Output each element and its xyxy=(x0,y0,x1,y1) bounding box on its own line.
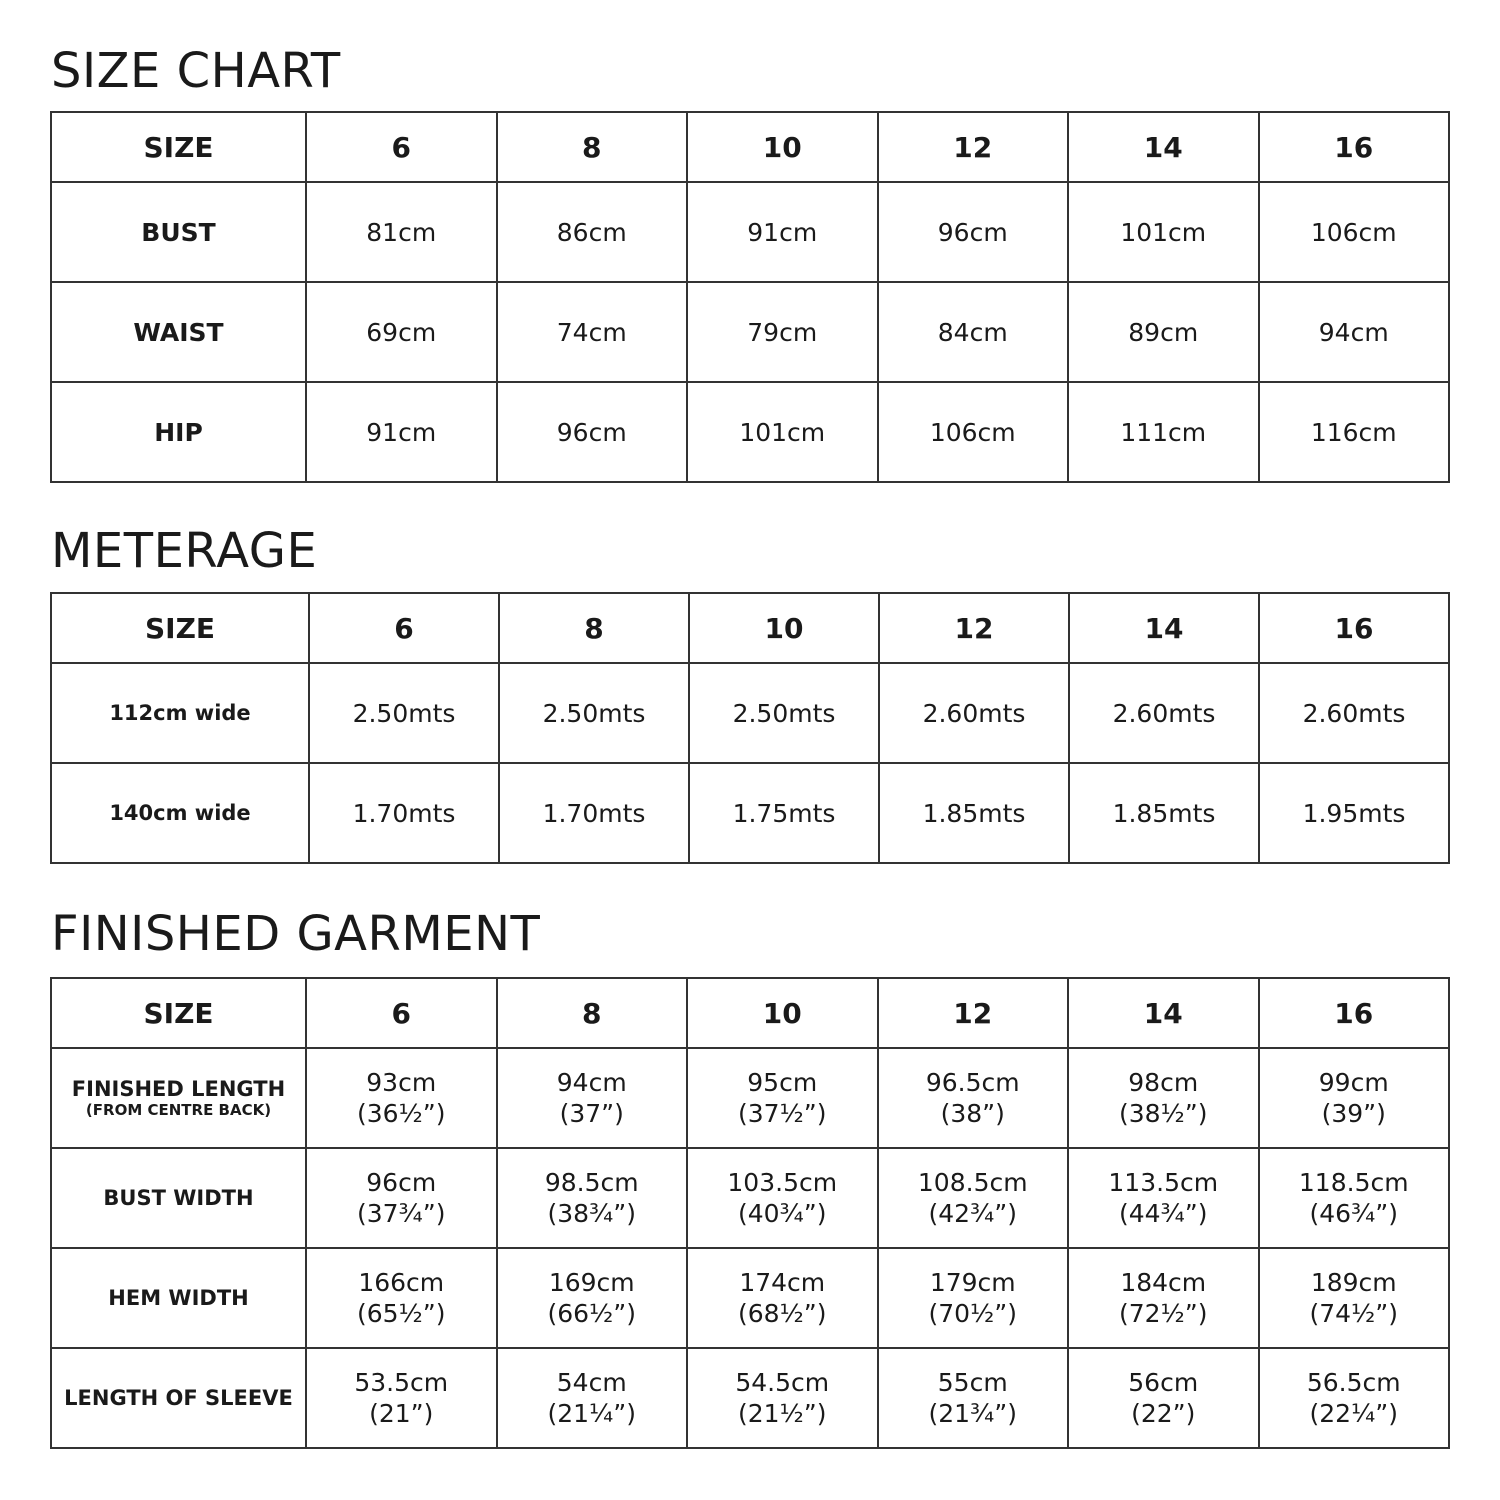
cell: 95cm (37½”) xyxy=(687,1048,878,1148)
header-cell: 14 xyxy=(1069,593,1259,663)
cell: 94cm xyxy=(1259,282,1450,382)
header-cell: 6 xyxy=(306,112,497,182)
size-chart-title: SIZE CHART xyxy=(51,43,341,99)
cell: 2.60mts xyxy=(879,663,1069,763)
row-label: HEM WIDTH xyxy=(51,1248,306,1348)
header-cell: SIZE xyxy=(51,978,306,1048)
cell: 74cm xyxy=(497,282,688,382)
cell: 111cm xyxy=(1068,382,1259,482)
cell: 54cm (21¼”) xyxy=(497,1348,688,1448)
header-cell: 8 xyxy=(497,978,688,1048)
cell: 106cm xyxy=(1259,182,1450,282)
table-row xyxy=(51,1048,1449,1148)
header-cell: 8 xyxy=(497,112,688,182)
header-cell: 14 xyxy=(1068,112,1259,182)
cell: 2.50mts xyxy=(689,663,879,763)
cell: 2.60mts xyxy=(1259,663,1449,763)
row-label: LENGTH OF SLEEVE xyxy=(51,1348,306,1448)
table-row xyxy=(51,1348,1449,1448)
header-cell: 6 xyxy=(309,593,499,663)
cell: 118.5cm (46¾”) xyxy=(1259,1148,1450,1248)
cell: 56cm (22”) xyxy=(1068,1348,1259,1448)
cell: 84cm xyxy=(878,282,1069,382)
row-label: HIP xyxy=(51,382,306,482)
cell: 189cm (74½”) xyxy=(1259,1248,1450,1348)
table-row xyxy=(51,182,1449,282)
table-row xyxy=(51,763,1449,863)
row-label: BUST WIDTH xyxy=(51,1148,306,1248)
cell: 1.70mts xyxy=(309,763,499,863)
header-cell: 10 xyxy=(687,978,878,1048)
cell: 1.85mts xyxy=(879,763,1069,863)
cell: 55cm (21¾”) xyxy=(878,1348,1069,1448)
header-cell: 12 xyxy=(878,978,1069,1048)
header-cell: SIZE xyxy=(51,593,309,663)
header-cell: SIZE xyxy=(51,112,306,182)
cell: 96cm xyxy=(497,382,688,482)
cell: 2.50mts xyxy=(309,663,499,763)
row-label: WAIST xyxy=(51,282,306,382)
cell: 169cm (66½”) xyxy=(497,1248,688,1348)
cell: 93cm (36½”) xyxy=(306,1048,497,1148)
cell: 101cm xyxy=(1068,182,1259,282)
header-cell: 12 xyxy=(879,593,1069,663)
table-row xyxy=(51,1148,1449,1248)
finished-garment-table xyxy=(50,977,1450,1449)
cell: 99cm (39”) xyxy=(1259,1048,1450,1148)
table-row xyxy=(51,282,1449,382)
cell: 98cm (38½”) xyxy=(1068,1048,1259,1148)
cell: 166cm (65½”) xyxy=(306,1248,497,1348)
cell: 1.75mts xyxy=(689,763,879,863)
cell: 94cm (37”) xyxy=(497,1048,688,1148)
size-chart-header-row xyxy=(51,112,1449,182)
cell: 184cm (72½”) xyxy=(1068,1248,1259,1348)
cell: 96cm xyxy=(878,182,1069,282)
row-label: BUST xyxy=(51,182,306,282)
cell: 96cm (37¾”) xyxy=(306,1148,497,1248)
cell: 56.5cm (22¼”) xyxy=(1259,1348,1450,1448)
header-cell: 8 xyxy=(499,593,689,663)
row-label xyxy=(51,1048,306,1148)
cell: 89cm xyxy=(1068,282,1259,382)
cell: 1.95mts xyxy=(1259,763,1449,863)
cell: 106cm xyxy=(878,382,1069,482)
table-row xyxy=(51,663,1449,763)
cell: 101cm xyxy=(687,382,878,482)
cell: 179cm (70½”) xyxy=(878,1248,1069,1348)
header-cell: 6 xyxy=(306,978,497,1048)
cell: 116cm xyxy=(1259,382,1450,482)
row-label-text: FINISHED LENGTH xyxy=(71,1077,286,1101)
cell: 113.5cm (44¾”) xyxy=(1068,1148,1259,1248)
header-cell: 10 xyxy=(689,593,879,663)
row-label: 140cm wide xyxy=(51,763,309,863)
cell: 54.5cm (21½”) xyxy=(687,1348,878,1448)
cell: 108.5cm (42¾”) xyxy=(878,1148,1069,1248)
cell: 174cm (68½”) xyxy=(687,1248,878,1348)
cell: 69cm xyxy=(306,282,497,382)
header-cell: 16 xyxy=(1259,112,1450,182)
header-cell: 10 xyxy=(687,112,878,182)
cell: 86cm xyxy=(497,182,688,282)
cell: 53.5cm (21”) xyxy=(306,1348,497,1448)
cell: 91cm xyxy=(687,182,878,282)
header-cell: 16 xyxy=(1259,978,1450,1048)
finished-garment-header-row xyxy=(51,978,1449,1048)
header-cell: 14 xyxy=(1068,978,1259,1048)
cell: 81cm xyxy=(306,182,497,282)
row-label: 112cm wide xyxy=(51,663,309,763)
cell: 2.60mts xyxy=(1069,663,1259,763)
cell: 1.85mts xyxy=(1069,763,1259,863)
cell: 98.5cm (38¾”) xyxy=(497,1148,688,1248)
row-sublabel: (FROM CENTRE BACK) xyxy=(85,1101,272,1119)
size-chart-table xyxy=(50,111,1450,483)
header-cell: 16 xyxy=(1259,593,1449,663)
cell: 1.70mts xyxy=(499,763,689,863)
header-cell: 12 xyxy=(878,112,1069,182)
finished-garment-title: FINISHED GARMENT xyxy=(51,906,541,962)
cell: 103.5cm (40¾”) xyxy=(687,1148,878,1248)
table-row xyxy=(51,1248,1449,1348)
table-row xyxy=(51,382,1449,482)
cell: 96.5cm (38”) xyxy=(878,1048,1069,1148)
meterage-title: METERAGE xyxy=(51,523,318,579)
meterage-table xyxy=(50,592,1450,864)
cell: 79cm xyxy=(687,282,878,382)
meterage-header-row xyxy=(51,593,1449,663)
cell: 91cm xyxy=(306,382,497,482)
cell: 2.50mts xyxy=(499,663,689,763)
